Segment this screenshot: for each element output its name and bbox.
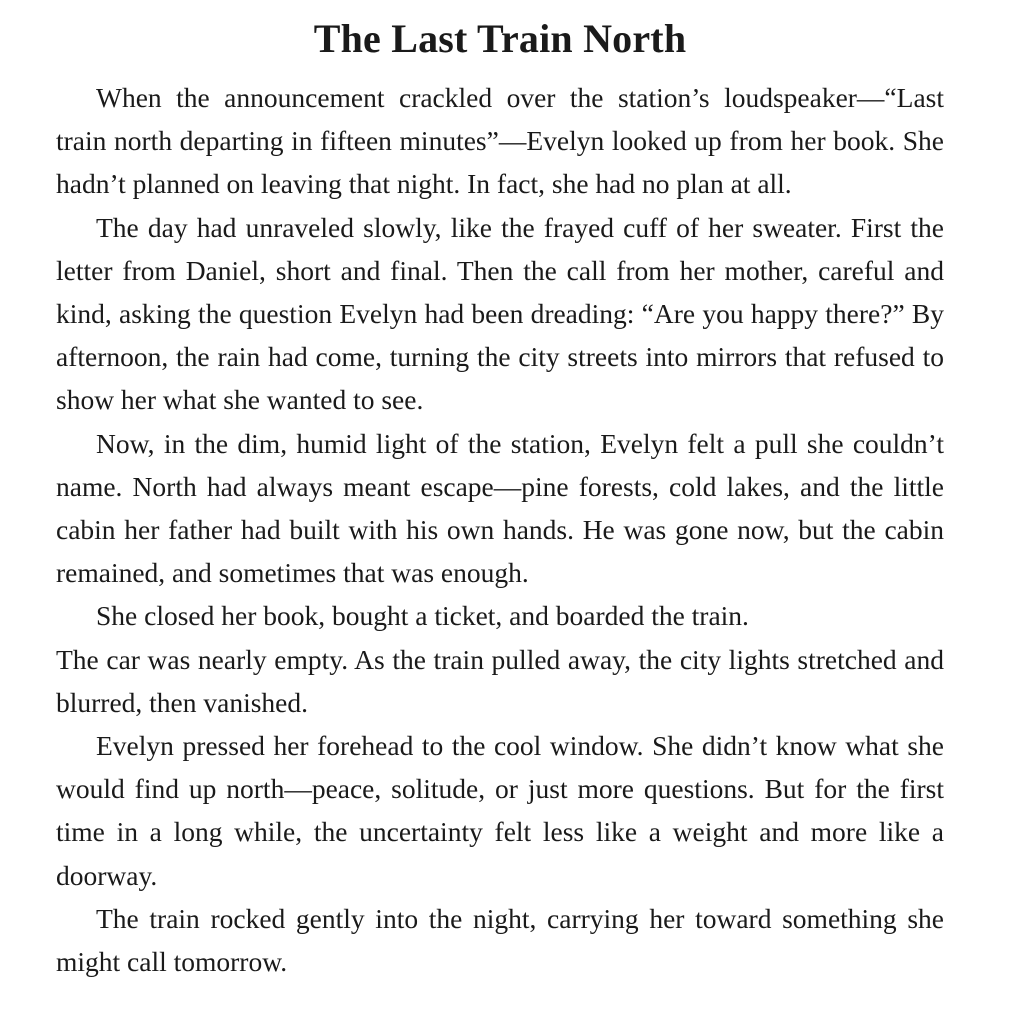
paragraph: The train rocked gently into the night, carrying her toward something she might call tomorrow. <box>56 902 944 978</box>
paragraph: When the announcement crackled over the station’s loudspeaker—“Last train north departing in fifteen minutes”—Evelyn looked up from her book. She hadn’t planned on leaving that night. In fact, she had no plan at all. <box>56 82 944 200</box>
paragraph: Evelyn pressed her forehead to the cool window. She didn’t know what she would find up north—peace, solitude, or just more questions. But for the first time in a long while, the uncertainty felt less like a weight and more like a doorway. <box>56 730 944 891</box>
paragraph: Now, in the dim, humid light of the station, Evelyn felt a pull she couldn’t name. North had always meant escape—pine forests, cold lakes, and the little cabin her father had built with his own hands. He was gone now, but the cabin remained, and sometimes that was enough. <box>56 427 944 589</box>
document-title: The Last Train North <box>313 16 687 61</box>
document-page <box>56 12 944 983</box>
paragraph: The day had unraveled slowly, like the frayed cuff of her sweater. First the letter from Daniel, short and final. Then the call from her mother, careful and kind, asking the question Evelyn had been dreading: “Are you happy there?” By afternoon, the rain had come, turning the city streets into mirrors that refused to show her what she wanted to see. <box>56 211 944 416</box>
paragraph: The car was nearly empty. As the train pulled away, the city lights stretched and blurred, then vanished. <box>56 643 944 718</box>
paragraph: She closed her book, bought a ticket, and boarded the train. <box>96 600 749 632</box>
document-body <box>56 76 944 983</box>
